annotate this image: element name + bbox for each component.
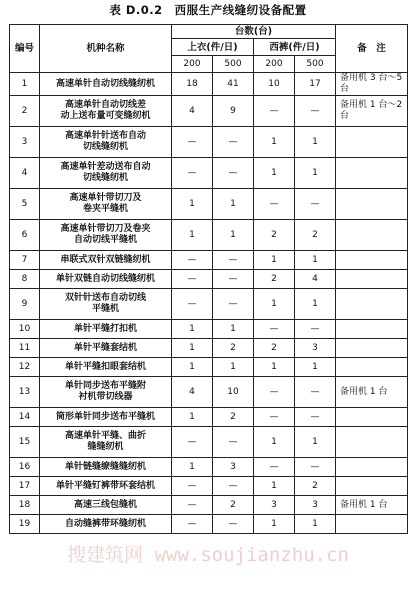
- count-cell: 2: [254, 270, 295, 289]
- note-cell: [336, 408, 408, 427]
- machine-name: [40, 320, 172, 339]
- count-cell: 2: [254, 339, 295, 358]
- machine-name-line: 高速单针平缝、曲折: [64, 431, 146, 441]
- machine-name-line: 筒形单针同步送布平缝机: [55, 411, 155, 422]
- count-cell: —: [172, 127, 213, 158]
- machine-name: [40, 377, 172, 408]
- table-row: [10, 515, 408, 534]
- count-cell: 9: [213, 96, 254, 127]
- row-number: 3: [10, 127, 40, 158]
- machine-name-line: 高速三线包缝机: [73, 499, 137, 510]
- machine-name-line: 卷夹平缝机: [82, 204, 128, 214]
- machine-name: [40, 220, 172, 251]
- count-cell: 2: [254, 220, 295, 251]
- machine-name: [40, 127, 172, 158]
- table-row: [10, 127, 408, 158]
- machine-name-line: 串联式双针双链缝纫机: [60, 254, 151, 265]
- count-cell: 3: [254, 496, 295, 515]
- count-cell: 1: [295, 251, 336, 270]
- count-cell: —: [172, 477, 213, 496]
- count-cell: 17: [295, 73, 336, 96]
- row-number: 12: [10, 358, 40, 377]
- note-cell: [336, 220, 408, 251]
- count-cell: 1: [213, 358, 254, 377]
- machine-name-line: 单针同步送布平缝附: [64, 381, 146, 391]
- note-cell: [336, 427, 408, 458]
- machine-name-line: 单针平缝扣眼套结机: [64, 361, 146, 372]
- note-cell: [336, 270, 408, 289]
- note-cell: [336, 289, 408, 320]
- table-title: 表 D.0.2 西服生产线缝纫设备配置: [109, 3, 307, 17]
- table-row: [10, 289, 408, 320]
- count-cell: 1: [254, 158, 295, 189]
- header-cap-500-top: 500: [213, 56, 254, 73]
- count-cell: 1: [295, 358, 336, 377]
- row-number: 11: [10, 339, 40, 358]
- count-cell: 18: [172, 73, 213, 96]
- row-number: 5: [10, 189, 40, 220]
- machine-name: [40, 158, 172, 189]
- row-number: 15: [10, 427, 40, 458]
- row-number: 17: [10, 477, 40, 496]
- count-cell: 2: [295, 477, 336, 496]
- machine-name: [40, 96, 172, 127]
- count-cell: 1: [213, 220, 254, 251]
- count-cell: —: [254, 377, 295, 408]
- count-cell: —: [213, 515, 254, 534]
- count-cell: —: [254, 320, 295, 339]
- count-cell: 1: [172, 320, 213, 339]
- count-cell: —: [172, 289, 213, 320]
- note-cell: 备用机 1 台: [336, 377, 408, 408]
- header-no: 编号: [10, 25, 40, 73]
- note-cell: [336, 339, 408, 358]
- row-number: 9: [10, 289, 40, 320]
- table-row: [10, 496, 408, 515]
- machine-name-line: 切线缝纫机: [82, 142, 128, 152]
- count-cell: —: [295, 458, 336, 477]
- count-cell: 1: [254, 427, 295, 458]
- machine-name-line: 单针平缝打扣机: [73, 323, 137, 334]
- count-cell: 1: [295, 158, 336, 189]
- count-cell: —: [213, 427, 254, 458]
- count-cell: 2: [213, 496, 254, 515]
- count-cell: 1: [295, 289, 336, 320]
- note-cell: [336, 189, 408, 220]
- count-cell: 1: [295, 515, 336, 534]
- machine-name-line: 衬机带切线器: [78, 392, 133, 402]
- table-row: [10, 427, 408, 458]
- count-cell: 3: [295, 496, 336, 515]
- count-cell: —: [254, 96, 295, 127]
- machine-name: [40, 477, 172, 496]
- count-cell: 1: [172, 220, 213, 251]
- machine-name: [40, 251, 172, 270]
- note-cell: [336, 251, 408, 270]
- count-cell: —: [213, 270, 254, 289]
- count-cell: —: [213, 477, 254, 496]
- row-number: 2: [10, 96, 40, 127]
- row-number: 14: [10, 408, 40, 427]
- count-cell: 1: [213, 320, 254, 339]
- header-count: 台数(台): [172, 25, 336, 39]
- count-cell: —: [254, 408, 295, 427]
- count-cell: 3: [213, 458, 254, 477]
- count-cell: 1: [172, 339, 213, 358]
- count-cell: —: [172, 251, 213, 270]
- row-number: 4: [10, 158, 40, 189]
- header-cap-200-top: 200: [172, 56, 213, 73]
- count-cell: —: [213, 158, 254, 189]
- note-cell: 备用机 1 台～2 台: [336, 96, 408, 127]
- count-cell: 4: [172, 377, 213, 408]
- count-cell: 41: [213, 73, 254, 96]
- machine-name: [40, 289, 172, 320]
- header-top: 上衣(件/日): [172, 39, 254, 56]
- count-cell: —: [172, 427, 213, 458]
- row-number: 8: [10, 270, 40, 289]
- table-row: [10, 158, 408, 189]
- table-row: [10, 220, 408, 251]
- row-number: 18: [10, 496, 40, 515]
- count-cell: 1: [254, 515, 295, 534]
- row-number: 1: [10, 73, 40, 96]
- count-cell: 1: [295, 127, 336, 158]
- machine-name-line: 高速单针自动切线缝纫机: [55, 78, 155, 89]
- note-cell: [336, 158, 408, 189]
- header-name: 机种名称: [40, 25, 172, 73]
- table-row: [10, 189, 408, 220]
- count-cell: 3: [295, 339, 336, 358]
- row-number: 16: [10, 458, 40, 477]
- watermark: 搜建筑网 www.soujianzhu.cn: [67, 544, 349, 566]
- count-cell: 1: [254, 358, 295, 377]
- table-row: [10, 458, 408, 477]
- count-cell: —: [172, 270, 213, 289]
- machine-name-line: 单针双链自动切线缝纫机: [55, 273, 155, 284]
- table-row: [10, 408, 408, 427]
- count-cell: 1: [172, 408, 213, 427]
- row-number: 6: [10, 220, 40, 251]
- machine-name: [40, 427, 172, 458]
- machine-name-line: 单针平缝钉裤带环套结机: [55, 480, 155, 491]
- count-cell: 2: [295, 220, 336, 251]
- count-cell: 1: [172, 189, 213, 220]
- machine-name-line: 单针平缝套结机: [73, 342, 137, 353]
- count-cell: 1: [254, 251, 295, 270]
- count-cell: 10: [254, 73, 295, 96]
- machine-name-line: 自动缝裤带环缝纫机: [64, 518, 146, 529]
- count-cell: —: [172, 158, 213, 189]
- note-cell: [336, 358, 408, 377]
- equipment-table: [9, 24, 408, 534]
- count-cell: 1: [295, 427, 336, 458]
- count-cell: —: [295, 408, 336, 427]
- machine-name: [40, 189, 172, 220]
- count-cell: —: [295, 96, 336, 127]
- table-row: [10, 251, 408, 270]
- count-cell: 10: [213, 377, 254, 408]
- machine-name-line: 双针针送布自动切线: [64, 293, 146, 303]
- table-row: [10, 96, 408, 127]
- table-row: [10, 377, 408, 408]
- row-number: 19: [10, 515, 40, 534]
- count-cell: —: [213, 289, 254, 320]
- machine-name-line: 高速单针差动送布自动: [60, 162, 151, 172]
- machine-name-line: 高速单针自动切线差: [64, 100, 146, 110]
- table-row: [10, 73, 408, 96]
- machine-name-line: 自动切线平缝机: [73, 235, 137, 245]
- count-cell: 2: [213, 339, 254, 358]
- note-cell: [336, 127, 408, 158]
- machine-name: [40, 73, 172, 96]
- machine-name-line: 动上送布量可变缝纫机: [60, 111, 151, 121]
- machine-name: [40, 408, 172, 427]
- machine-name-line: 切线缝纫机: [82, 173, 128, 183]
- count-cell: 1: [254, 289, 295, 320]
- note-cell: 备用机 1 台: [336, 496, 408, 515]
- count-cell: 1: [172, 458, 213, 477]
- count-cell: —: [254, 189, 295, 220]
- machine-name: [40, 270, 172, 289]
- machine-name-line: 单针链缝缭缝缝纫机: [64, 461, 146, 472]
- table-body: [10, 73, 408, 534]
- count-cell: 1: [172, 358, 213, 377]
- count-cell: 1: [213, 189, 254, 220]
- header-cap-500-trousers: 500: [295, 56, 336, 73]
- machine-name-line: 高速单针带切刀及卷夹: [60, 224, 151, 234]
- note-cell: [336, 477, 408, 496]
- count-cell: —: [295, 189, 336, 220]
- count-cell: —: [295, 320, 336, 339]
- note-cell: [336, 515, 408, 534]
- note-cell: 备用机 3 台～5 台: [336, 73, 408, 96]
- count-cell: —: [172, 496, 213, 515]
- machine-name: [40, 358, 172, 377]
- machine-name-line: 高速单针带切刀及: [69, 193, 142, 203]
- machine-name-line: 平缝机: [91, 304, 119, 314]
- table-row: [10, 477, 408, 496]
- table-row: [10, 270, 408, 289]
- header-trousers: 西裤(件/日): [254, 39, 336, 56]
- count-cell: 4: [172, 96, 213, 127]
- row-number: 13: [10, 377, 40, 408]
- count-cell: —: [254, 458, 295, 477]
- count-cell: —: [213, 251, 254, 270]
- machine-name-line: 高速单针针送布自动: [64, 131, 146, 141]
- note-cell: [336, 320, 408, 339]
- table-row: [10, 339, 408, 358]
- count-cell: —: [172, 515, 213, 534]
- table-row: [10, 320, 408, 339]
- header-note: 备 注: [336, 25, 408, 73]
- header-cap-200-trousers: 200: [254, 56, 295, 73]
- row-number: 10: [10, 320, 40, 339]
- row-number: 7: [10, 251, 40, 270]
- count-cell: 4: [295, 270, 336, 289]
- count-cell: 2: [213, 408, 254, 427]
- table-row: [10, 358, 408, 377]
- count-cell: —: [213, 127, 254, 158]
- machine-name: [40, 515, 172, 534]
- count-cell: 1: [254, 127, 295, 158]
- machine-name: [40, 496, 172, 515]
- count-cell: 1: [254, 477, 295, 496]
- machine-name: [40, 458, 172, 477]
- machine-name-line: 缝缝纫机: [87, 442, 124, 452]
- note-cell: [336, 458, 408, 477]
- count-cell: —: [295, 377, 336, 408]
- machine-name: [40, 339, 172, 358]
